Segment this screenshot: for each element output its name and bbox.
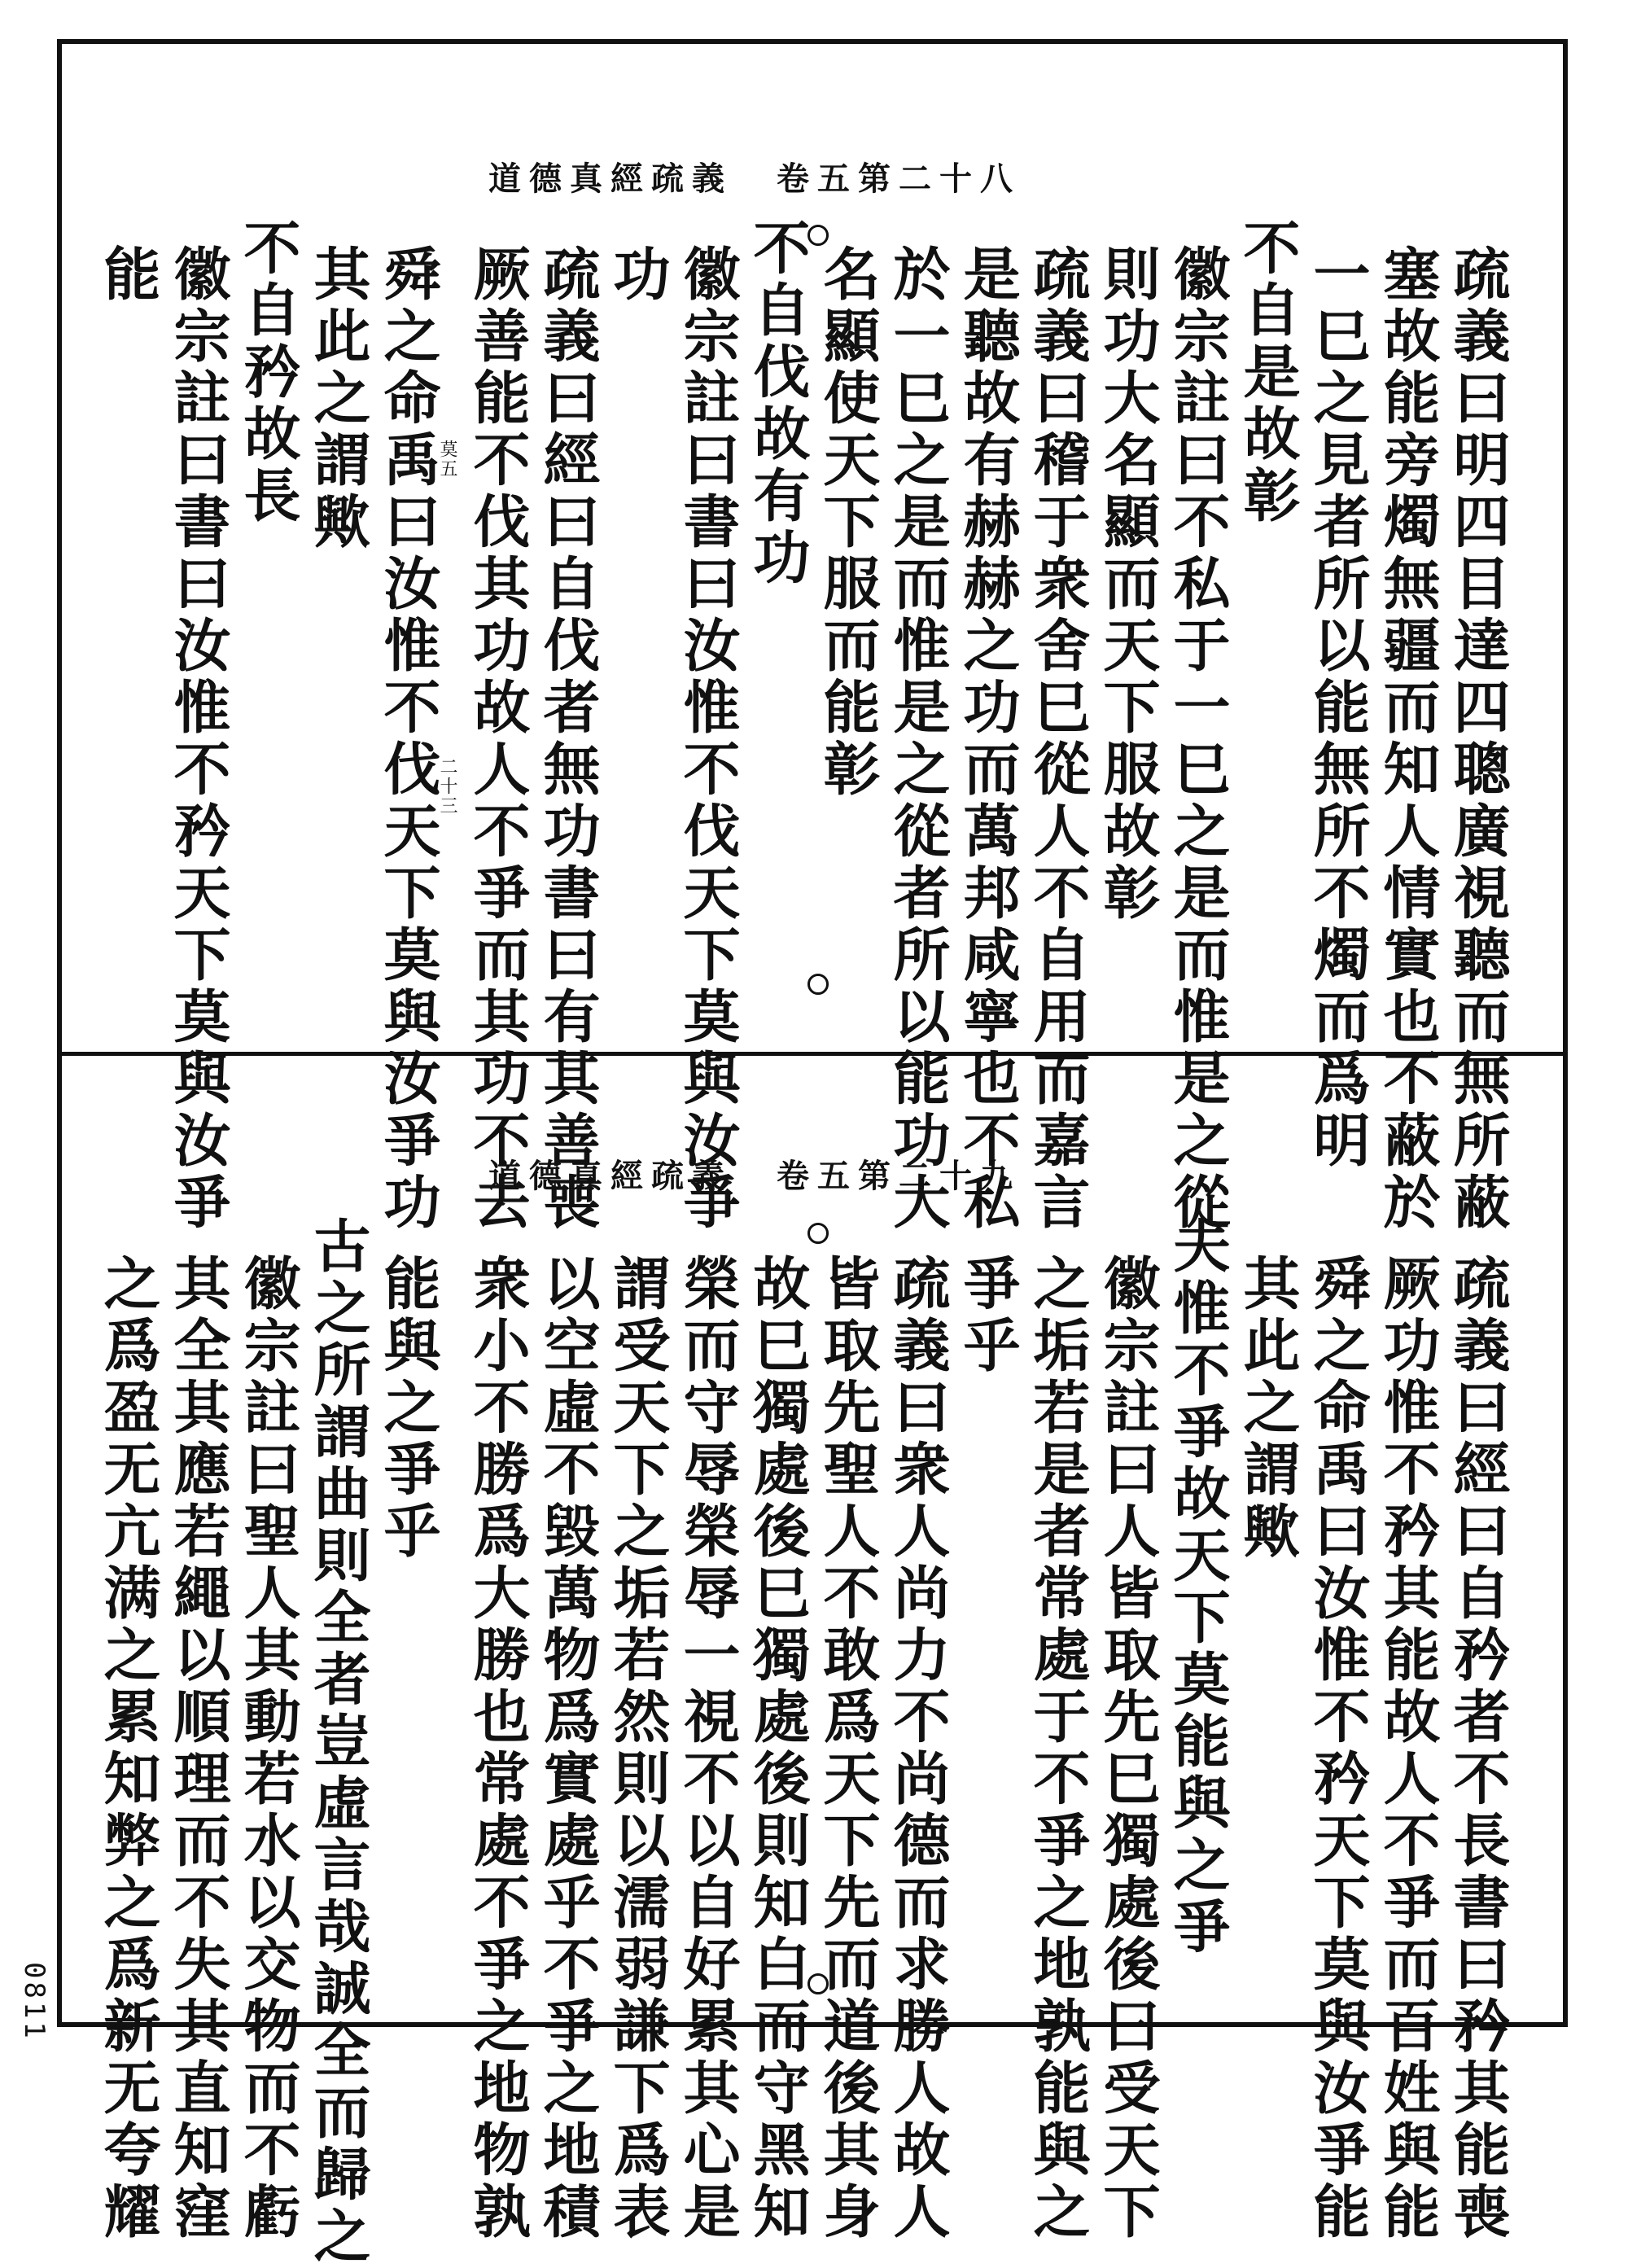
- circle-marker: [807, 225, 829, 246]
- text-column: 一巳之見者所以能無所不燭而爲明: [1304, 244, 1372, 1172]
- text-column: 其此之謂歟: [1234, 1254, 1302, 1563]
- running-head-juan: 卷五第二十八: [777, 159, 1021, 198]
- text-column: 不自矜故長: [234, 218, 302, 528]
- circle-marker: [807, 974, 829, 995]
- text-column: 不自是故彰: [1234, 218, 1302, 528]
- top-running-head: [488, 151, 1123, 201]
- text-column: 衆小不勝爲大勝也常處不爭之地物孰: [464, 1254, 532, 2244]
- text-column: 故巳獨處後巳獨處後則知白而守黑知: [744, 1254, 812, 2244]
- text-column: 榮而守辱榮辱一視不以自好累其心是: [674, 1254, 742, 2244]
- bottom-running-head: [488, 1148, 1123, 1198]
- text-column: 以空虛不毀萬物爲實處乎不爭之地積: [534, 1254, 602, 2244]
- text-column: 能與之爭乎: [374, 1254, 442, 1563]
- text-column: 徽宗註曰不私于一巳之是而惟是之從: [1164, 244, 1232, 1234]
- text-column: 夫惟不爭故天下莫能與之爭: [1164, 1216, 1232, 1959]
- circle-marker: [807, 1223, 829, 1244]
- text-column: 爭乎: [954, 1254, 1022, 1377]
- text-column: 古之所謂曲則全者豈虛言哉誠全而歸之: [304, 1216, 372, 2268]
- text-column: 疏義曰衆人尚力不尚德而求勝人故人: [884, 1254, 952, 2244]
- text-column: 是聽故有赫赫之功而萬邦咸寧也不私: [954, 244, 1022, 1234]
- text-column: 舜之命禹曰汝惟不伐天下莫與汝爭功: [374, 244, 442, 1234]
- text-column: 之爲盈无亢满之累知弊之爲新无夸耀: [94, 1254, 162, 2244]
- text-column: 則功大名顯而天下服故彰: [1094, 244, 1162, 925]
- text-column: 徽宗註曰書曰汝惟不矜天下莫與汝爭: [164, 244, 232, 1234]
- text-column: 徽宗註曰書曰汝惟不伐天下莫與汝爭: [674, 244, 742, 1234]
- running-head-book: 道德真經疏義: [488, 1156, 733, 1195]
- text-column: 其全其應若繩以順理而不失其直知窪: [164, 1254, 232, 2244]
- running-head-juan: 卷五第二十九: [777, 1156, 1021, 1195]
- text-column: 徽宗註曰人皆取先巳獨處後曰受天下: [1094, 1254, 1162, 2244]
- text-column: 謂受天下之垢若然則以濡弱謙下爲表: [604, 1254, 672, 2244]
- text-column: 厥功惟不矜其能故人不爭而百姓與能: [1374, 1254, 1442, 2244]
- text-column: 疏義曰經曰自矜者不長書曰矜其能喪: [1444, 1254, 1512, 2244]
- text-column: 厥善能不伐其功故人不爭而其功不去: [464, 244, 532, 1234]
- text-column: 疏義曰稽于衆舍巳從人不自用而嘉言: [1024, 244, 1092, 1234]
- text-column: 徽宗註曰聖人其動若水以交物而不虧: [234, 1254, 302, 2244]
- circle-marker: [807, 1973, 829, 1994]
- text-column: 能: [94, 244, 162, 306]
- text-column: 於一巳之是而惟是之從者所以能功大: [884, 244, 952, 1234]
- text-column: 其此之謂歟: [304, 244, 372, 554]
- text-column: 之垢若是者常處于不爭之地孰能與之: [1024, 1254, 1092, 2244]
- text-column: 功: [604, 244, 672, 306]
- text-column: 舜之命禹曰汝惟不矜天下莫與汝爭能: [1304, 1254, 1372, 2244]
- text-column: 名顯使天下服而能彰: [814, 244, 882, 801]
- text-column: 不自伐故有功: [744, 218, 812, 589]
- side-note: 二十三: [437, 757, 457, 816]
- text-column: 疏義曰經曰自伐者無功書曰有其善喪: [534, 244, 602, 1234]
- page-number: 0811: [18, 1962, 50, 2042]
- text-column: 塞故能旁燭無疆而知人情實也不蔽於: [1374, 244, 1442, 1234]
- text-column: 疏義曰明四目達四聰廣視聽而無所蔽: [1444, 244, 1512, 1234]
- side-note: 莫五: [437, 440, 457, 479]
- text-column: 皆取先聖人不敢爲天下先而道後其身: [814, 1254, 882, 2244]
- running-head-book: 道德真經疏義: [488, 159, 733, 198]
